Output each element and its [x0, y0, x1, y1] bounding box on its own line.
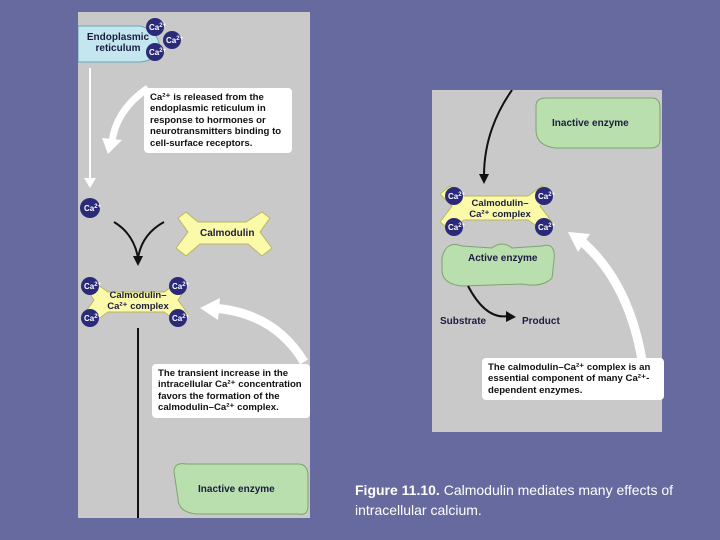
inactive-enzyme-label-left: Inactive enzyme	[198, 484, 275, 495]
calcium-ion-label: $Ca^{2+}$	[84, 282, 102, 291]
callout-transient: The transient increase in the intracellular Ca²⁺ concentration favors the formation of the calmodulin–Ca²⁺ complex.	[152, 364, 310, 418]
er-label-line1: Endoplasmic	[86, 32, 150, 43]
calcium-ion-label: $Ca^{2+}$	[84, 204, 102, 213]
er-label-line2: reticulum	[95, 43, 141, 54]
calcium-ion-icon	[535, 218, 553, 236]
active-enzyme-shape	[442, 244, 554, 286]
calcium-ion-icon	[80, 198, 100, 218]
figure-caption	[355, 480, 705, 520]
complex-label-right-line1: Calmodulin–	[471, 198, 529, 209]
product-label: Product	[522, 316, 560, 327]
down-arrowhead-icon	[479, 174, 489, 184]
down-arrow-icon	[84, 178, 96, 188]
calcium-ion-label: $Ca^{2+}$	[84, 314, 102, 323]
complex-label	[104, 290, 172, 312]
calcium-ion-label: $Ca^{2+}$	[538, 223, 556, 232]
figure-caption-text: Calmodulin mediates many effects of intracellular calcium.	[355, 482, 674, 518]
converge-line-right	[138, 222, 164, 258]
calcium-ion-label: $Ca^{2+}$	[538, 192, 556, 201]
complex-label-line1: Calmodulin–	[109, 290, 167, 301]
calcium-ion-icon	[81, 277, 99, 295]
calcium-ion-label: $Ca^{2+}$	[448, 223, 466, 232]
calcium-ion-icon	[163, 31, 181, 49]
substrate-label: Substrate	[440, 316, 487, 327]
figure-number: Figure 11.10.	[355, 482, 440, 498]
er-label	[80, 32, 156, 54]
callout-release: Ca²⁺ is released from the endoplasmic reticulum in response to hormones or neurotransmitters binding to cell-surface receptors.	[144, 88, 292, 153]
curved-arrowhead-icon	[102, 138, 122, 154]
calcium-ion-icon	[81, 309, 99, 327]
right-panel	[432, 90, 662, 432]
reaction-line	[468, 286, 508, 316]
feedback-arrow-icon	[212, 308, 304, 362]
converge-arrowhead-icon	[133, 256, 143, 266]
calcium-ion-label: $Ca^{2+}$	[149, 23, 167, 32]
complex-label-right-line2: Ca²⁺ complex	[469, 209, 531, 220]
inactive-enzyme-label-right: Inactive enzyme	[552, 118, 629, 129]
complex-label-line2: Ca²⁺ complex	[107, 301, 169, 312]
converge-line-left	[114, 222, 138, 258]
calcium-ion-icon	[445, 218, 463, 236]
left-panel	[78, 12, 310, 518]
active-enzyme-label: Active enzyme	[468, 253, 538, 264]
feedback-arrowhead-icon	[200, 298, 220, 320]
complex-label-right	[462, 198, 538, 220]
feedback-arrow-icon-right	[580, 240, 642, 360]
calcium-ion-label: $Ca^{2+}$	[172, 282, 190, 291]
callout-essential: The calmodulin–Ca²⁺ complex is an essential component of many Ca²⁺-dependent enzymes.	[482, 358, 664, 400]
calcium-ion-label: $Ca^{2+}$	[448, 192, 466, 201]
reaction-arrowhead-icon	[506, 311, 516, 322]
calcium-ion-label: $Ca^{2+}$	[149, 48, 167, 57]
down-path-line	[484, 90, 512, 176]
calcium-ion-icon	[445, 187, 463, 205]
calcium-ion-label: $Ca^{2+}$	[172, 314, 190, 323]
calcium-ion-label: $Ca^{2+}$	[166, 36, 184, 45]
curved-arrow-icon	[112, 88, 148, 142]
calmodulin-label: Calmodulin	[200, 228, 255, 239]
